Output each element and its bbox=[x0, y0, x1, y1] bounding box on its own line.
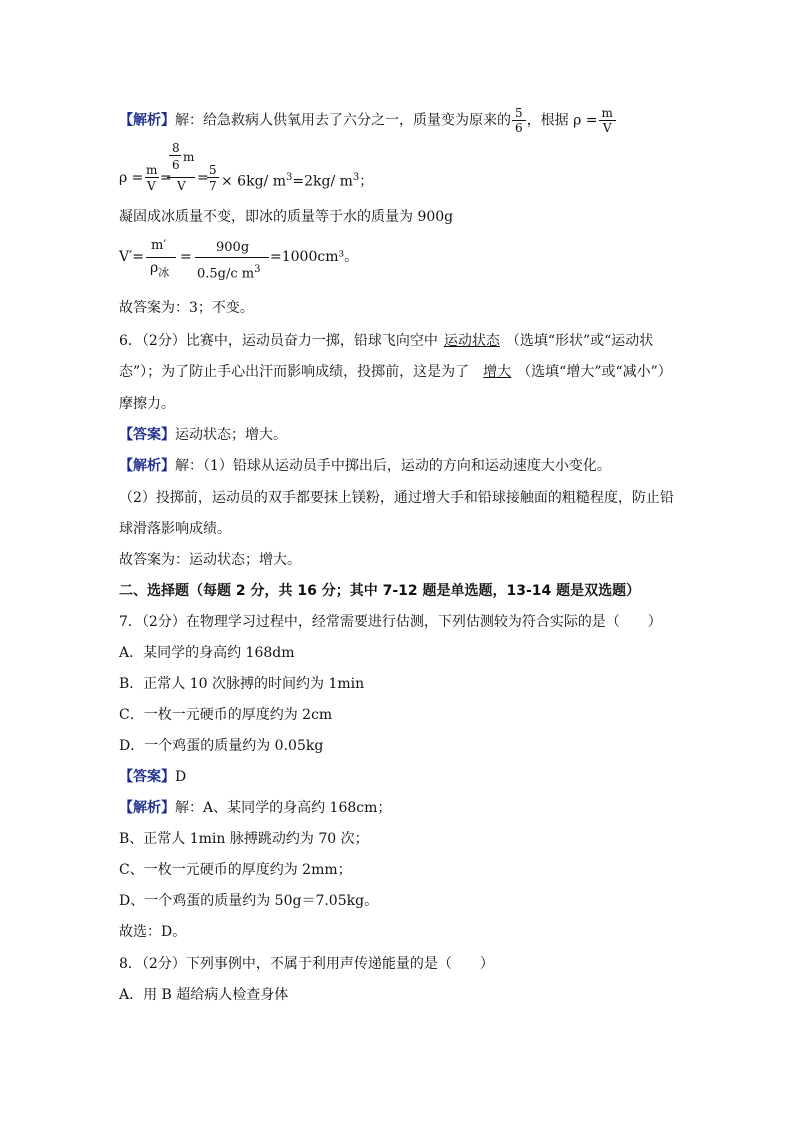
eq4-frac2-bar bbox=[195, 257, 269, 258]
eq-frac3-num: 5 bbox=[209, 163, 217, 177]
q6-conclusion: 故答案为：运动状态；增大。 bbox=[119, 552, 301, 568]
eq4-result: =1000cm³。 bbox=[270, 249, 359, 265]
q5-analysis-text: 解：给急救病人供氧用去了六分之一，质量变为原来的 bbox=[175, 112, 511, 129]
q7-option-d: D．一个鸡蛋的质量约为 0.05kg bbox=[119, 738, 324, 754]
q7-option-c: C．一枚一元硬币的厚度约为 2cm bbox=[119, 707, 333, 723]
q5-ice-mass-text: 凝固成冰质量不变，即冰的质量等于水的质量为 900g bbox=[119, 209, 454, 225]
eq-frac2-num-mid: 6 bbox=[172, 158, 180, 172]
eq-frac2-inner-bar bbox=[169, 155, 181, 156]
q5-according-text: ，根据 ρ = bbox=[526, 112, 598, 129]
q7-answer: 【答案】D bbox=[119, 769, 187, 785]
q6-blank1: 运动状态 bbox=[443, 333, 500, 349]
q6-stem-line3: 摩擦力。 bbox=[119, 396, 175, 412]
fraction-m-over-v: $\frac{m}{V}$ bbox=[599, 106, 616, 135]
eq4-frac1-bar bbox=[146, 257, 176, 258]
eq-equals1: = bbox=[160, 170, 172, 186]
fraction-five-sixths: $\frac{5}{6}$ bbox=[512, 106, 526, 135]
q7-analysis-line3: C、一枚一元硬币的厚度约为 2mm； bbox=[119, 862, 352, 878]
q7-analysis-line4: D、一个鸡蛋的质量约为 50g＝7.05kg。 bbox=[119, 893, 379, 909]
section2-title: 二、选择题（每题 2 分，共 16 分；其中 7-12 题是单选题，13-14 题是双选题） bbox=[119, 583, 641, 599]
eq-tail: × 6kg/ $m^3=2kg/$ $m^3$； bbox=[221, 172, 374, 190]
eq4-frac1-den: $\rho_冰$ bbox=[150, 260, 170, 279]
q6-analysis-line1: 【解析】解：（1）铅球从运动员手中掷出后，运动的方向和运动速度大小变化。 bbox=[119, 458, 611, 474]
q8-option-a: A．用 B 超给病人检查身体 bbox=[119, 987, 289, 1003]
q6-analysis-line3: 球滑落影响成绩。 bbox=[119, 521, 231, 537]
q7-analysis-line2: B、正常人 1min 脉搏跳动约为 70 次； bbox=[119, 831, 369, 847]
eq4-frac1-num: m′ bbox=[151, 238, 167, 253]
eq4-lhs: V′= bbox=[119, 249, 145, 265]
q6-stem-line2: 态”）；为了防止手心出汗而影响成绩，投掷前，这是为了 增大 （选填“增大”或“减小”） bbox=[119, 364, 672, 380]
eq4-frac2-den: 0.5g/c $m^3$ bbox=[197, 264, 261, 282]
eq4-frac2-num: 900g bbox=[216, 240, 250, 255]
q7-conclusion: 故选：D。 bbox=[119, 924, 187, 940]
q7-option-b: B．正常人 10 次脉搏的时间约为 1min bbox=[119, 676, 365, 692]
q8-stem: 8．（2分）下列事例中，不属于利用声传递能量的是（ ） bbox=[119, 956, 494, 972]
q6-stem-line1: 6．（2分）比赛中，运动员奋力一掷，铅球飞向空中 运动状态 （选填“形状”或“运动状 bbox=[119, 333, 654, 349]
eq-rho: ρ = bbox=[119, 170, 144, 186]
eq-frac2-den: V bbox=[177, 179, 186, 193]
eq-frac2-num-m: m bbox=[183, 150, 195, 164]
eq-frac1-den: V bbox=[147, 179, 156, 193]
eq-frac2-num-top: 8 bbox=[172, 141, 180, 155]
q6-analysis-line2: （2）投掷前，运动员的双手都要抹上镁粉，通过增大手和铅球接触面的粗糙程度，防止铅 bbox=[119, 490, 674, 506]
analysis-tag: 【解析】 bbox=[119, 112, 175, 129]
eq-equals2: = bbox=[197, 170, 209, 186]
q7-option-a: A．某同学的身高约 168dm bbox=[119, 645, 295, 661]
q6-blank2: 增大 bbox=[483, 364, 512, 380]
eq4-equals: = bbox=[180, 249, 192, 265]
q5-conclusion: 故答案为：3；不变。 bbox=[119, 300, 254, 316]
eq-frac3-den: 7 bbox=[209, 179, 217, 193]
q6-answer: 【答案】运动状态；增大。 bbox=[119, 427, 287, 443]
q7-stem: 7．（2分）在物理学习过程中，经常需要进行估测，下列估测较为符合实际的是（ ） bbox=[119, 614, 662, 630]
q7-analysis-line1: 【解析】解：A、某同学的身高约 168cm； bbox=[119, 800, 392, 816]
eq-frac1-num: m bbox=[146, 163, 158, 177]
q5-analysis-line1 bbox=[119, 106, 617, 135]
